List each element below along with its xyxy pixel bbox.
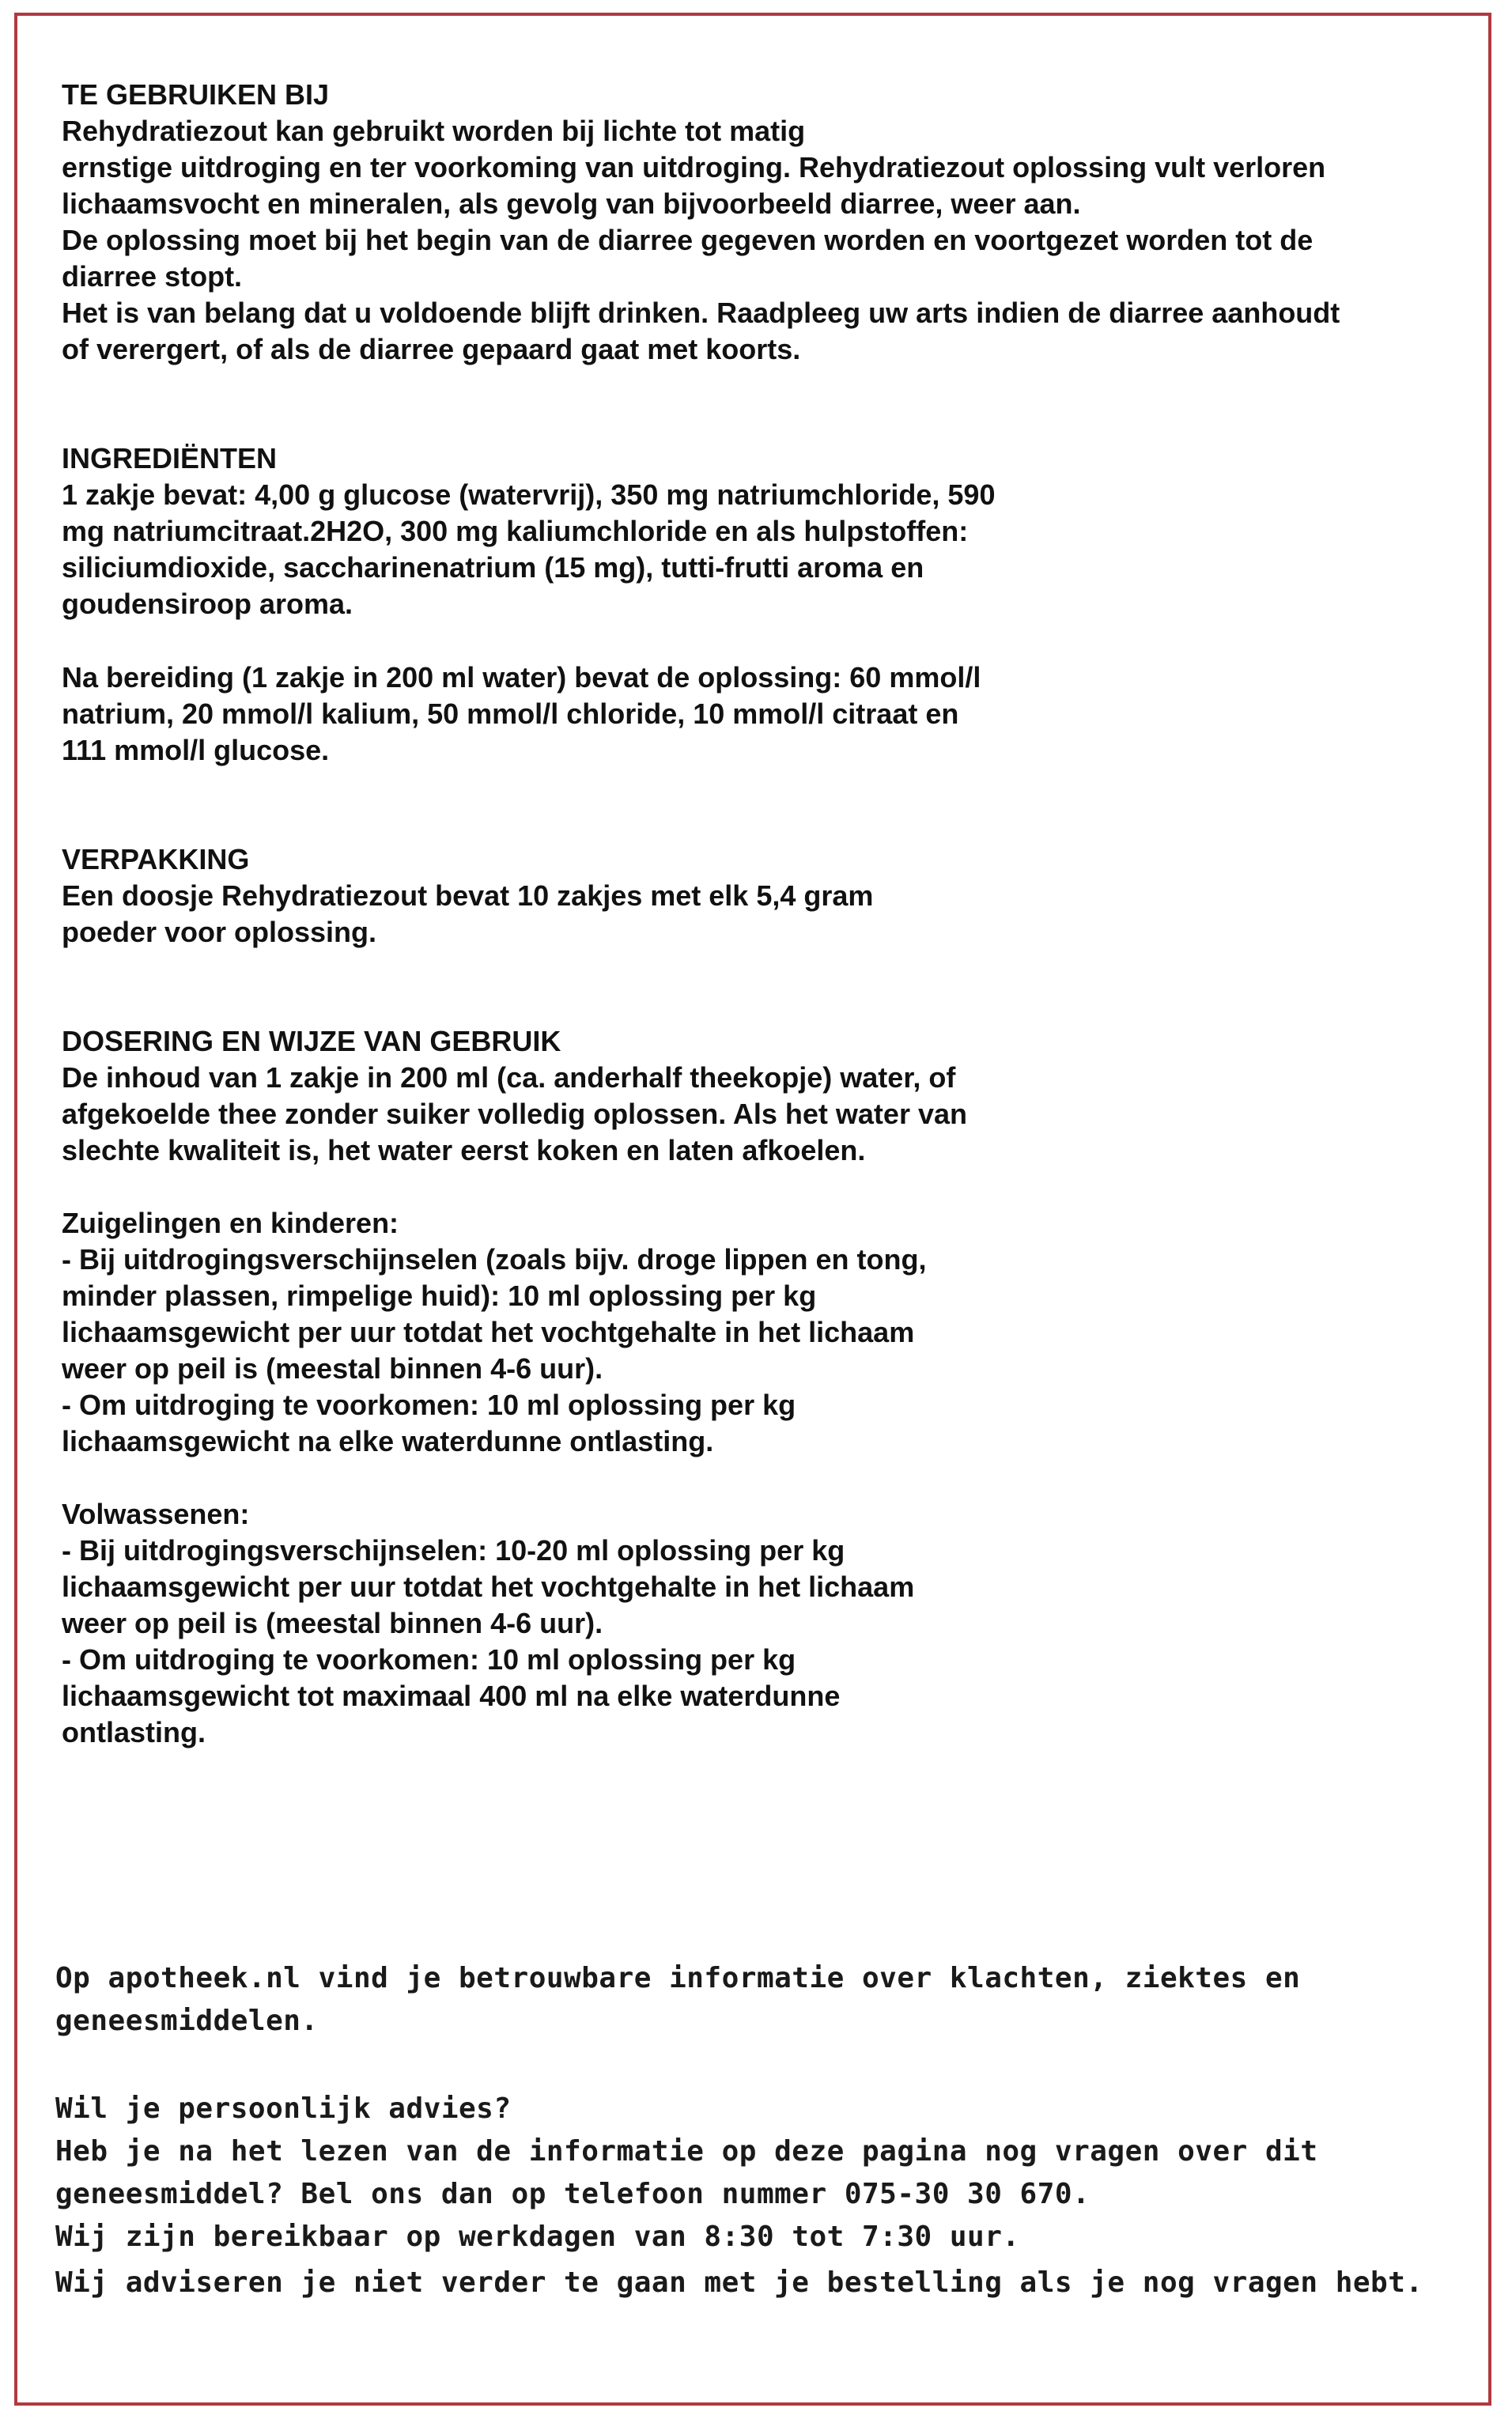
body-line: lichaamsgewicht per uur totdat het vochtgehalte in het lichaam xyxy=(62,1571,915,1603)
body-line: diarree stopt. xyxy=(62,260,243,293)
body-line: of verergert, of als de diarree gepaard gaat met koorts. xyxy=(62,333,801,365)
body-line: lichaamsvocht en mineralen, als gevolg van bijvoorbeeld diarree, weer aan. xyxy=(62,187,1081,220)
body-line: - Om uitdroging te voorkomen: 10 ml oplossing per kg xyxy=(62,1389,796,1421)
subheading-volwassenen: Volwassenen: xyxy=(62,1498,250,1530)
body-line: poeder voor oplossing. xyxy=(62,916,377,948)
footer-line: Op apotheek.nl vind je betrouwbare informatie over klachten, ziektes en xyxy=(55,1962,1301,1994)
body-line: slechte kwaliteit is, het water eerst koken en laten afkoelen. xyxy=(62,1134,866,1166)
body-line: - Bij uitdrogingsverschijnselen (zoals bijv. droge lippen en tong, xyxy=(62,1243,927,1276)
body-line: - Om uitdroging te voorkomen: 10 ml oplossing per kg xyxy=(62,1643,796,1676)
body-line: ontlasting. xyxy=(62,1716,206,1748)
section-heading-te-gebruiken-bij: TE GEBRUIKEN BIJ xyxy=(62,78,330,111)
body-line: lichaamsgewicht tot maximaal 400 ml na elke waterdunne xyxy=(62,1680,841,1712)
body-line: minder plassen, rimpelige huid): 10 ml oplossing per kg xyxy=(62,1280,817,1312)
body-line: Een doosje Rehydratiezout bevat 10 zakjes met elk 5,4 gram xyxy=(62,879,874,912)
body-line: De oplossing moet bij het begin van de diarree gegeven worden en voortgezet worden tot de xyxy=(62,224,1314,256)
body-line: afgekoelde thee zonder suiker volledig oplossen. Als het water van xyxy=(62,1098,967,1130)
subheading-kinderen: Zuigelingen en kinderen: xyxy=(62,1207,399,1239)
footer-line: Heb je na het lezen van de informatie op deze pagina nog vragen over dit xyxy=(55,2135,1318,2168)
body-line: Rehydratiezout kan gebruikt worden bij lichte tot matig xyxy=(62,115,806,147)
body-line: siliciumdioxide, saccharinenatrium (15 mg), tutti-frutti aroma en xyxy=(62,551,924,584)
body-line: Na bereiding (1 zakje in 200 ml water) bevat de oplossing: 60 mmol/l xyxy=(62,661,981,694)
footer-line: geneesmiddelen. xyxy=(55,2005,319,2037)
body-line: Het is van belang dat u voldoende blijft drinken. Raadpleeg uw arts indien de diarree aanhoudt xyxy=(62,297,1340,329)
section-heading-dosering: DOSERING EN WIJZE VAN GEBRUIK xyxy=(62,1025,561,1057)
body-line: lichaamsgewicht per uur totdat het vochtgehalte in het lichaam xyxy=(62,1316,915,1348)
body-line: weer op peil is (meestal binnen 4-6 uur). xyxy=(62,1352,603,1385)
body-line: weer op peil is (meestal binnen 4-6 uur). xyxy=(62,1607,603,1639)
footer-line: geneesmiddel? Bel ons dan op telefoon nummer 075-30 30 670. xyxy=(55,2178,1091,2210)
body-line: mg natriumcitraat.2H2O, 300 mg kaliumchloride en als hulpstoffen: xyxy=(62,515,969,547)
footer-line: Wij adviseren je niet verder te gaan met je bestelling als je nog vragen hebt. xyxy=(55,2266,1423,2299)
body-line: De inhoud van 1 zakje in 200 ml (ca. anderhalf theekopje) water, of xyxy=(62,1061,956,1094)
body-line: goudensiroop aroma. xyxy=(62,588,353,620)
body-line: lichaamsgewicht na elke waterdunne ontlasting. xyxy=(62,1425,714,1457)
footer-advies-heading: Wil je persoonlijk advies? xyxy=(55,2092,512,2125)
section-heading-verpakking: VERPAKKING xyxy=(62,843,250,875)
body-line: 111 mmol/l glucose. xyxy=(62,734,330,766)
body-line: natrium, 20 mmol/l kalium, 50 mmol/l chloride, 10 mmol/l citraat en xyxy=(62,697,959,730)
footer-line: Wij zijn bereikbaar op werkdagen van 8:30 tot 7:30 uur. xyxy=(55,2221,1020,2253)
body-line: ernstige uitdroging en ter voorkoming van uitdroging. Rehydratiezout oplossing vult verloren xyxy=(62,151,1326,183)
body-line: 1 zakje bevat: 4,00 g glucose (watervrij), 350 mg natriumchloride, 590 xyxy=(62,478,996,511)
body-line: - Bij uitdrogingsverschijnselen: 10-20 ml oplossing per kg xyxy=(62,1534,845,1567)
section-heading-ingredienten: INGREDIËNTEN xyxy=(62,442,278,474)
